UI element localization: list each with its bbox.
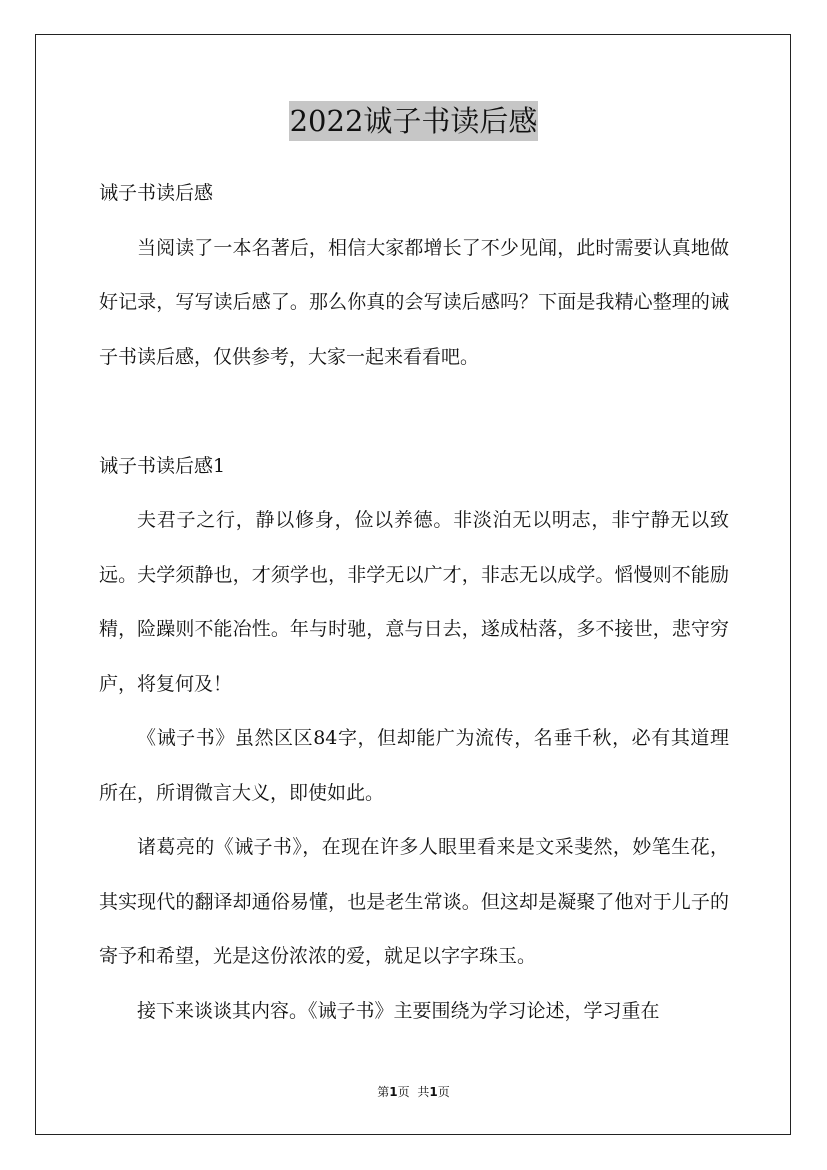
intro-heading: 诫子书读后感 <box>99 182 214 204</box>
title-container <box>0 101 827 141</box>
body-paragraph-4: 接下来谈谈其内容。《诫子书》主要围绕为学习论述，学习重在 <box>137 999 660 1022</box>
page-prefix: 第 <box>377 1085 390 1099</box>
total-suffix: 页 <box>437 1085 450 1099</box>
page-number: 1 <box>389 1085 398 1099</box>
document-title: 2022诚子书读后感 <box>289 101 539 141</box>
body-paragraph-3: 诸葛亮的《诫子书》，在现在许多人眼里看来是文采斐然，妙笔生花，其实现代的翻译却通俗易懂，也是老生常谈。但这却是凝聚了他对于儿子的寄予和希望，光是这份浓浓的爱，就足以字字珠玉。 <box>99 836 729 967</box>
section-heading: 诫子书读后感1 <box>99 454 226 477</box>
total-pages: 1 <box>429 1085 438 1099</box>
page-suffix: 页 <box>397 1085 410 1099</box>
intro-paragraph: 当阅读了一本名著后，相信大家都增长了不少见闻，此时需要认真地做好记录，写写读后感了。那么你真的会写读后感吗？下面是我精心整理的诫子书读后感，仅供参考，大家一起来看看吧。 <box>99 236 729 368</box>
document-body <box>99 166 729 1038</box>
total-prefix: 共 <box>417 1085 430 1099</box>
paragraph-spacer <box>99 384 729 439</box>
page-footer <box>0 1082 827 1102</box>
body-paragraph-2: 《诫子书》虽然区区84字，但却能广为流传，名垂千秋，必有其道理所在，所谓微言大义，即使如此。 <box>99 727 729 804</box>
body-paragraph-1: 夫君子之行，静以修身，俭以养德。非淡泊无以明志，非宁静无以致远。夫学须静也，才须学也，非学无以广才，非志无以成学。慆慢则不能励精，险躁则不能冶性。年与时驰，意与日去，遂成枯落，多不接世，悲守穷庐，将复何及！ <box>99 509 729 695</box>
